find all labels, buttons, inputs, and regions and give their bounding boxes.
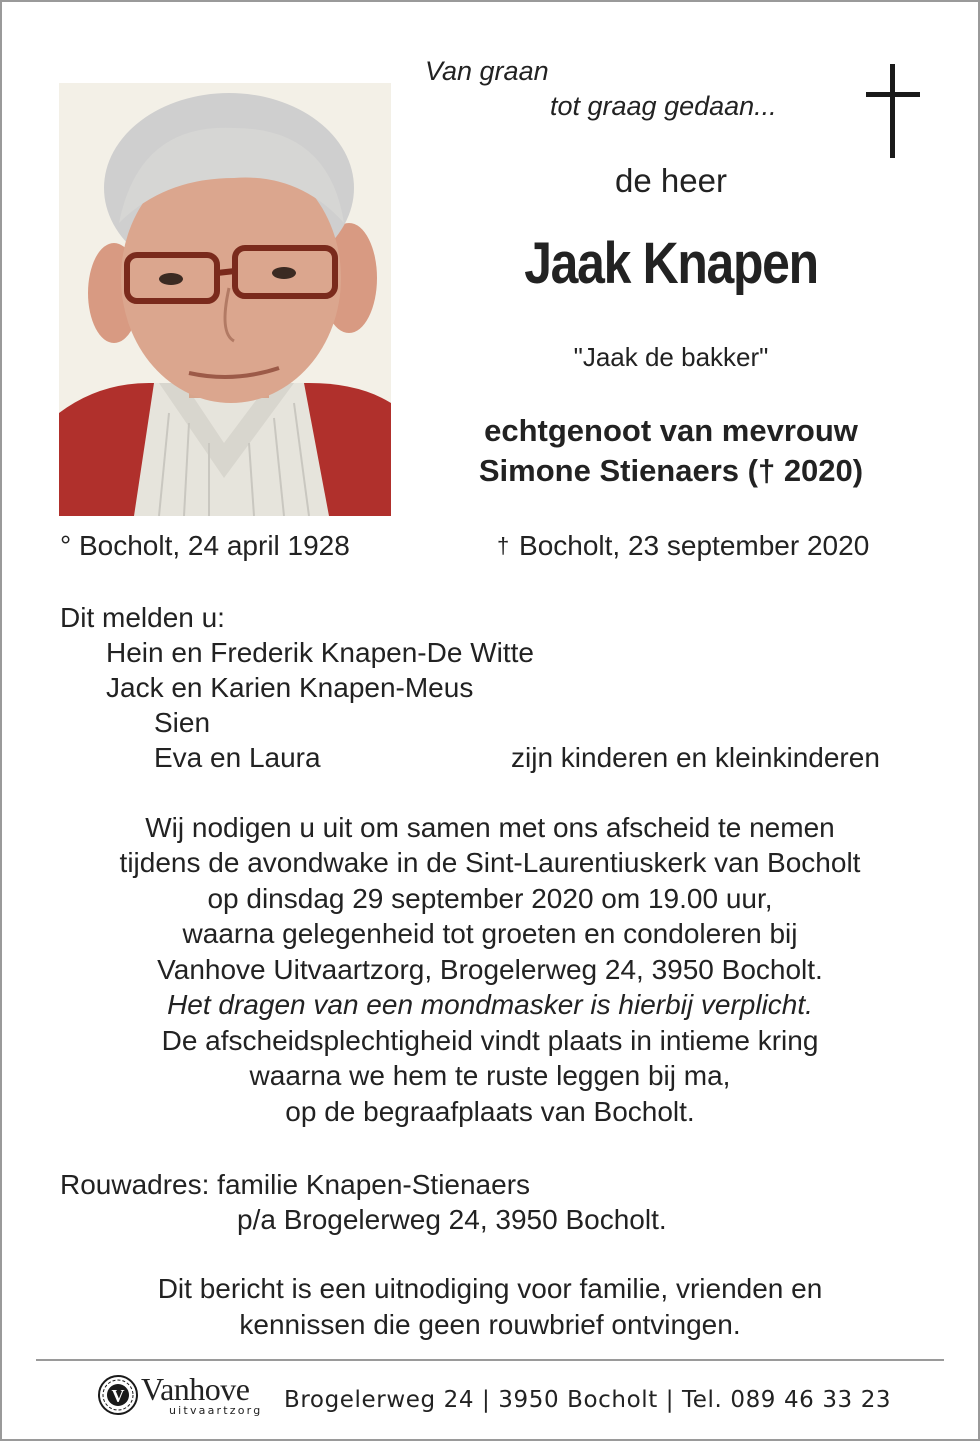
invitation-line: op de begraafplaats van Bocholt. xyxy=(285,1096,695,1127)
address-line-1: Rouwadres: familie Knapen-Stienaers xyxy=(60,1169,531,1200)
invitation-line: op dinsdag 29 september 2020 om 19.00 uur, xyxy=(207,883,773,914)
portrait-illustration xyxy=(59,83,391,516)
nickname: "Jaak de bakker" xyxy=(573,342,769,372)
family-line-3: Sien xyxy=(154,707,211,738)
portrait-photo xyxy=(59,83,391,516)
birth-date: ° Bocholt, 24 april 1928 xyxy=(60,530,350,561)
family-line-2: Jack en Karien Knapen-Meus xyxy=(106,672,474,703)
notice-line-2: kennissen die geen rouwbrief ontvingen. xyxy=(239,1309,741,1340)
footer-contact: Brogelerweg 24 | 3950 Bocholt | Tel. 089 46 33 23 xyxy=(284,1387,892,1413)
invitation-line: waarna gelegenheid tot groeten en condoleren bij xyxy=(182,918,798,949)
invitation-line: waarna we hem te ruste leggen bij ma, xyxy=(249,1060,731,1091)
notice-line-1: Dit bericht is een uitnodiging voor familie, vrienden en xyxy=(157,1273,823,1304)
family-line-1: Hein en Frederik Knapen-De Witte xyxy=(106,637,534,668)
deceased-name: Jaak Knapen xyxy=(524,231,818,296)
logo-subtitle: uitvaartzorg xyxy=(169,1404,263,1417)
invitation-line: tijdens de avondwake in de Sint-Laurentiuskerk van Bocholt xyxy=(119,847,861,878)
death-date xyxy=(497,530,869,562)
quote-line-1: Van graan xyxy=(425,56,549,86)
family-intro: Dit melden u: xyxy=(60,602,225,633)
invitation-line: Vanhove Uitvaartzorg, Brogelerweg 24, 3950 Bocholt. xyxy=(157,954,823,985)
invitation-line-mask: Het dragen van een mondmasker is hierbij verplicht. xyxy=(167,989,813,1020)
logo-letter: V xyxy=(111,1386,125,1406)
invitation-line: Wij nodigen u uit om samen met ons afscheid te nemen xyxy=(145,812,835,843)
spouse-line-1: echtgenoot van mevrouw xyxy=(484,413,858,448)
family-relation: zijn kinderen en kleinkinderen xyxy=(511,742,880,773)
title-text: de heer xyxy=(615,162,727,199)
death-date-text: Bocholt, 23 september 2020 xyxy=(519,530,870,561)
quote-line-2: tot graag gedaan... xyxy=(550,91,777,121)
spouse-line-2: Simone Stienaers († 2020) xyxy=(478,453,864,488)
footer-divider xyxy=(36,1359,944,1361)
invitation-line: De afscheidsplechtigheid vindt plaats in intieme kring xyxy=(161,1025,819,1056)
address-line-2: p/a Brogelerweg 24, 3950 Bocholt. xyxy=(237,1204,667,1235)
family-line-4: Eva en Laura xyxy=(154,742,321,773)
logo-name: Vanhove xyxy=(141,1371,250,1407)
logo-emblem-icon xyxy=(96,1373,140,1417)
dagger-symbol: † xyxy=(497,533,510,558)
